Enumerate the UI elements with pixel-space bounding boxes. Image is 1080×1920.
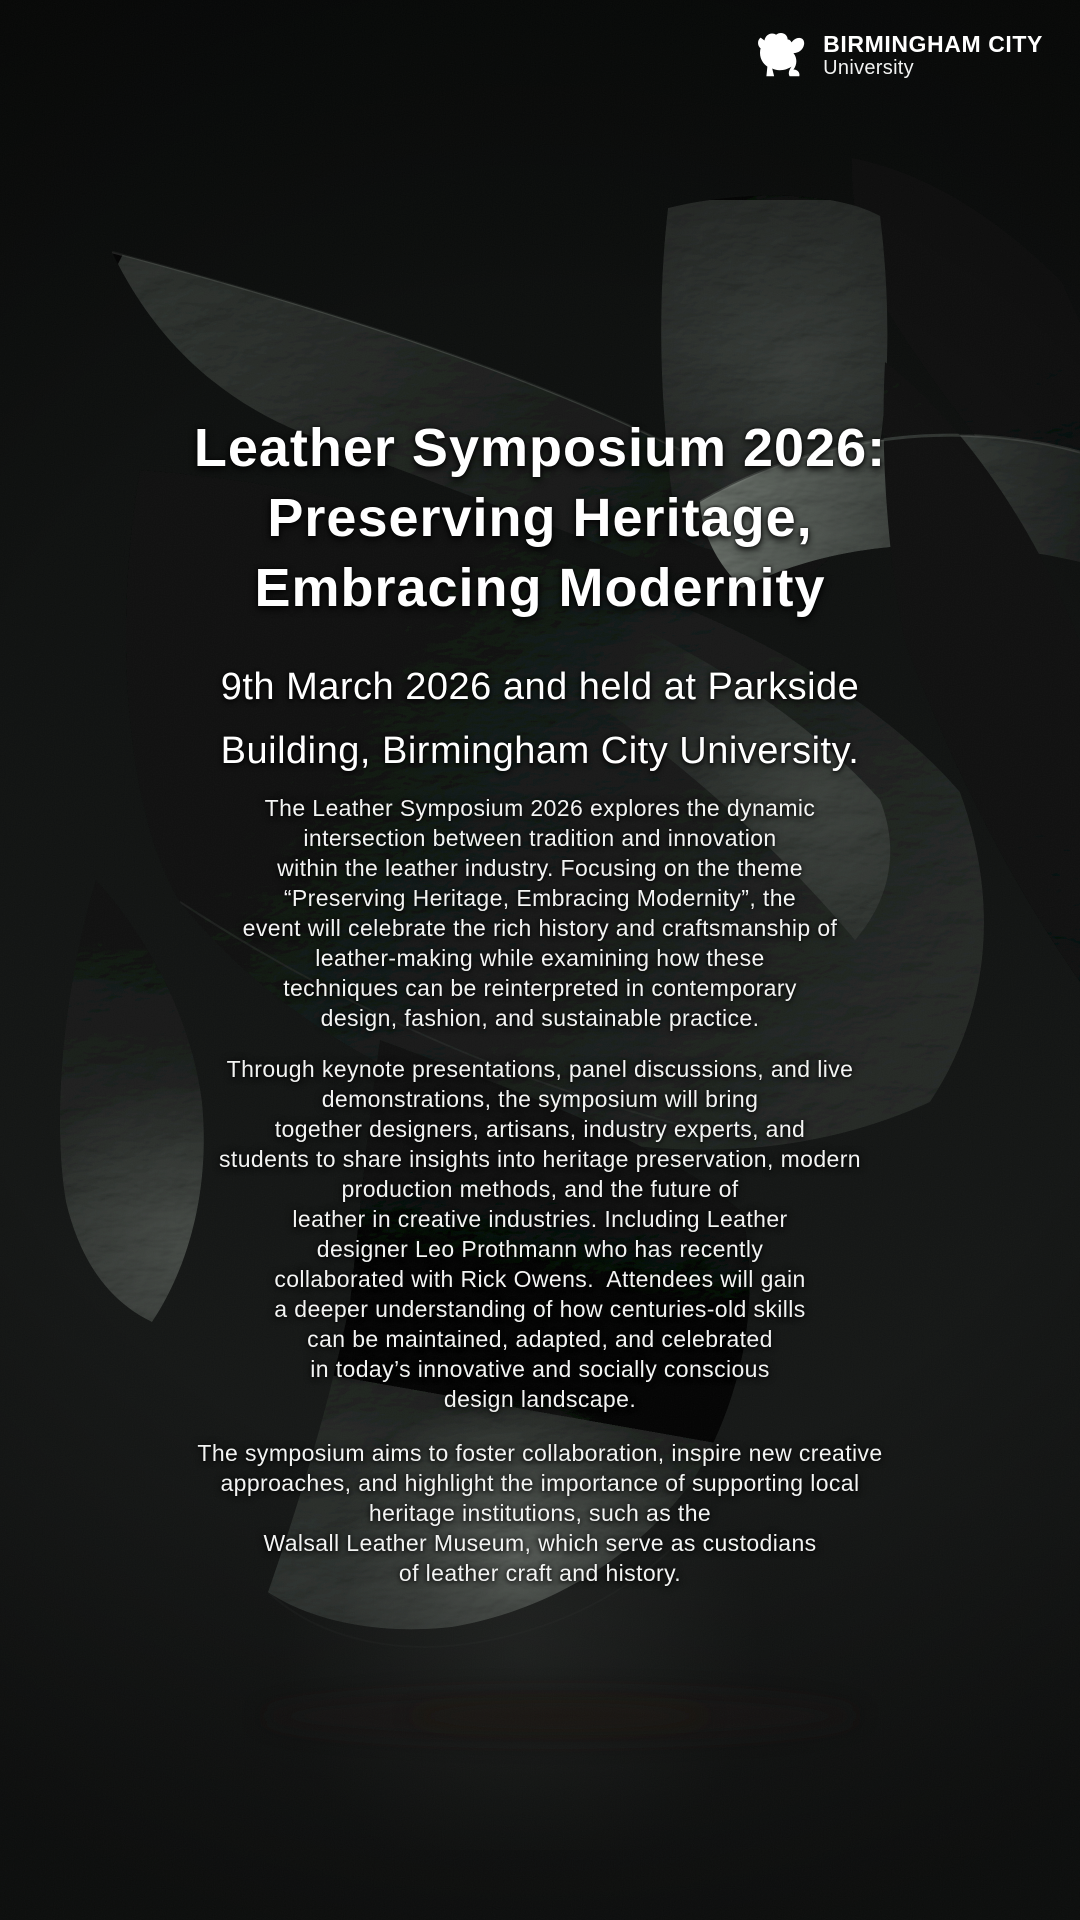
body-text-line: design landscape. <box>443 1386 637 1412</box>
body-text-line: can be maintained, adapted, and celebrated <box>307 1326 773 1352</box>
title-line: Embracing Modernity <box>254 558 826 618</box>
logo-descriptor: University <box>823 57 914 79</box>
body-text-line: “Preserving Heritage, Embracing Modernity”, the <box>283 885 797 911</box>
event-title <box>0 413 1080 623</box>
body-text-line: The Leather Symposium 2026 explores the dynamic <box>264 795 816 821</box>
body-text-line: in today’s innovative and socially conscious <box>310 1356 770 1382</box>
body-text-line: event will celebrate the rich history and craftsmanship of <box>242 915 838 941</box>
body-text-line: techniques can be reinterpreted in contemporary <box>283 975 797 1001</box>
subtitle-line: Building, Birmingham City University. <box>220 730 860 772</box>
logo-text <box>823 31 1043 79</box>
body-text-line: leather in creative industries. Including Leather <box>292 1206 788 1232</box>
body-text-line: within the leather industry. Focusing on the theme <box>277 855 803 881</box>
body-text-line: students to share insights into heritage preservation, modern <box>219 1146 861 1172</box>
body-text-line: Through keynote presentations, panel discussions, and live <box>226 1056 854 1082</box>
title-line: Leather Symposium 2026: <box>193 418 887 478</box>
body-text-line: together designers, artisans, industry experts, and <box>274 1116 806 1142</box>
subtitle-line: 9th March 2026 and held at Parkside <box>220 666 860 708</box>
body-text-line: collaborated with Rick Owens. Attendees will gain <box>274 1266 806 1292</box>
logo-institution: BIRMINGHAM CITY <box>823 31 1043 57</box>
event-date-venue <box>0 655 1080 783</box>
body-text-line: a deeper understanding of how centuries-old skills <box>274 1296 806 1322</box>
body-text-line: intersection between tradition and innovation <box>303 825 777 851</box>
title-line: Preserving Heritage, <box>267 488 813 548</box>
university-logo <box>747 26 1043 84</box>
body-text-line: designer Leo Prothmann who has recently <box>316 1236 764 1262</box>
details-paragraph <box>0 1054 1080 1414</box>
lion-crest-icon <box>747 26 809 84</box>
body-text-line: The symposium aims to foster collaboration, inspire new creative <box>197 1440 883 1466</box>
body-text-line: demonstrations, the symposium will bring <box>321 1086 759 1112</box>
body-text-line: Walsall Leather Museum, which serve as custodians <box>263 1530 817 1556</box>
body-text-line: approaches, and highlight the importance of supporting local <box>220 1470 860 1496</box>
closing-paragraph <box>0 1438 1080 1588</box>
body-text-line: of leather craft and history. <box>398 1560 682 1586</box>
intro-paragraph <box>0 793 1080 1033</box>
body-text-line: heritage institutions, such as the <box>368 1500 712 1526</box>
body-text-line: leather-making while examining how these <box>315 945 765 971</box>
body-text-line: production methods, and the future of <box>341 1176 739 1202</box>
body-text-line: design, fashion, and sustainable practice. <box>320 1005 760 1031</box>
